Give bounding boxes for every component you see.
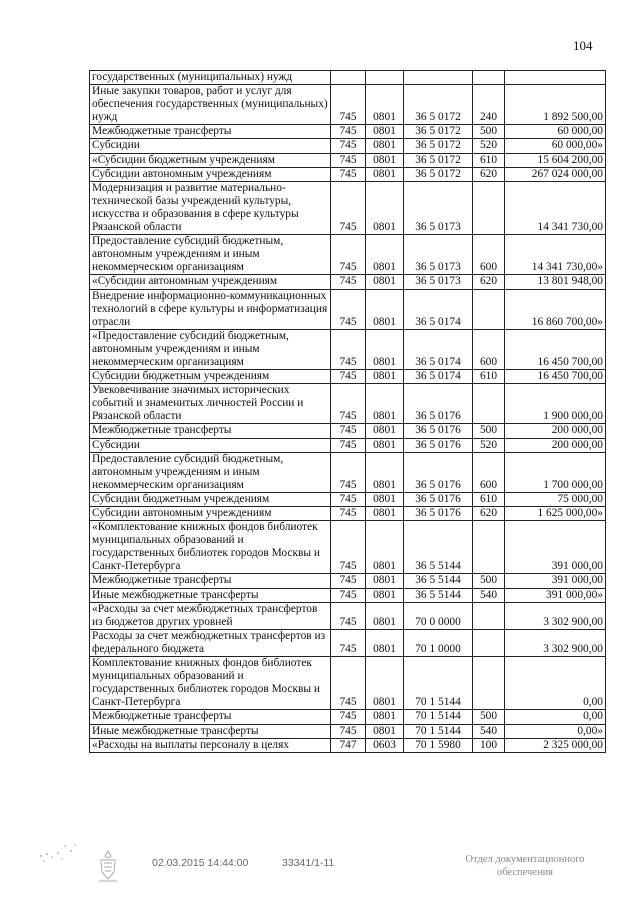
cell-target-code: 36 5 0176 [404,384,473,424]
cell-ministry-code [331,71,366,85]
cell-expense-kind: 520 [473,438,505,452]
cell-amount: 14 341 730,00» [505,235,606,275]
cell-ministry-code: 745 [331,329,366,369]
cell-section-code: 0801 [366,507,404,521]
cell-expense-name: Расходы за счет межбюджетных трансфертов из федерального бюджета [90,629,331,656]
table-row [90,85,606,125]
cell-ministry-code: 745 [331,181,366,234]
cell-section-code: 0801 [366,710,404,724]
cell-amount: 1 700 000,00 [505,452,606,492]
cell-amount: 60 000,00» [505,139,606,153]
cell-section-code: 0801 [366,492,404,506]
cell-expense-kind: 520 [473,139,505,153]
cell-expense-name: Субсидии автономным учреждениям [90,507,331,521]
cell-amount: 15 604 200,00 [505,153,606,167]
scanner-marks [38,842,78,864]
table-row [90,438,606,452]
cell-expense-name: Межбюджетные трансферты [90,574,331,588]
cell-ministry-code: 745 [331,521,366,574]
cell-ministry-code: 745 [331,602,366,629]
cell-section-code: 0801 [366,438,404,452]
cell-section-code: 0801 [366,452,404,492]
table-row [90,492,606,506]
cell-expense-kind [473,521,505,574]
cell-amount: 200 000,00 [505,438,606,452]
table-row [90,710,606,724]
cell-expense-kind [473,629,505,656]
table-row [90,153,606,167]
cell-section-code: 0801 [366,724,404,738]
footer-timestamp: 02.03.2015 14:44:00 [152,857,249,869]
cell-target-code: 36 5 0176 [404,438,473,452]
table-row [90,181,606,234]
cell-target-code: 36 5 0174 [404,329,473,369]
coat-of-arms-icon [96,848,120,884]
cell-amount: 267 024 000,00 [505,167,606,181]
cell-expense-kind: 500 [473,710,505,724]
table-row [90,452,606,492]
cell-amount [505,71,606,85]
table-row [90,235,606,275]
cell-ministry-code: 745 [331,153,366,167]
table-row [90,629,606,656]
cell-section-code: 0801 [366,275,404,289]
cell-target-code: 70 1 5144 [404,724,473,738]
cell-amount: 391 000,00 [505,521,606,574]
table-row [90,167,606,181]
page-number: 104 [573,38,593,53]
cell-section-code: 0801 [366,85,404,125]
cell-target-code: 36 5 0173 [404,181,473,234]
footer-dept-line2: обеспечения [496,867,554,878]
cell-expense-name: Субсидии [90,438,331,452]
table-row [90,574,606,588]
cell-target-code: 70 0 0000 [404,602,473,629]
cell-expense-name: «Расходы на выплаты персоналу в целях [90,738,331,752]
cell-amount: 60 000,00 [505,125,606,139]
cell-expense-kind [473,384,505,424]
cell-section-code: 0801 [366,125,404,139]
cell-expense-kind: 500 [473,574,505,588]
cell-expense-kind: 620 [473,167,505,181]
cell-expense-kind: 600 [473,452,505,492]
cell-expense-name: «Предоставление субсидий бюджетным, автономным учреждениям и иным некоммерческим организациям [90,329,331,369]
cell-ministry-code: 745 [331,275,366,289]
cell-target-code: 36 5 0176 [404,452,473,492]
budget-table [89,70,606,753]
cell-ministry-code: 745 [331,384,366,424]
cell-expense-kind: 610 [473,492,505,506]
table-row [90,384,606,424]
cell-expense-kind: 620 [473,275,505,289]
cell-expense-name: Межбюджетные трансферты [90,125,331,139]
cell-expense-name: Внедрение информационно-коммуникационных технологий в сфере культуры и информатизация отрасли [90,289,331,329]
cell-expense-kind [473,289,505,329]
cell-expense-kind [473,181,505,234]
cell-section-code: 0801 [366,424,404,438]
cell-target-code: 70 1 5144 [404,657,473,710]
cell-expense-name: Иные закупки товаров, работ и услуг для обеспечения государственных (муниципальных) нужд [90,85,331,125]
cell-target-code: 36 5 0176 [404,492,473,506]
cell-expense-name: Модернизация и развитие материально-технической базы учреждений культуры, искусства и образования в сфере культуры Рязанской области [90,181,331,234]
cell-section-code: 0801 [366,657,404,710]
cell-amount: 14 341 730,00 [505,181,606,234]
cell-target-code: 70 1 5144 [404,710,473,724]
cell-expense-name: «Комплектование книжных фондов библиотек муниципальных образований и государственных библиотек городов Москвы и Санкт-Петербурга [90,521,331,574]
cell-expense-kind: 100 [473,738,505,752]
cell-target-code: 36 5 0174 [404,370,473,384]
cell-expense-name: Увековечивание значимых исторических событий и знаменитых личностей России и Рязанской области [90,384,331,424]
table-row [90,521,606,574]
cell-ministry-code: 745 [331,167,366,181]
cell-section-code [366,71,404,85]
table-row [90,370,606,384]
cell-amount: 16 450 700,00 [505,370,606,384]
cell-expense-kind: 610 [473,153,505,167]
table-row [90,329,606,369]
table-row [90,289,606,329]
budget-table-body [90,71,606,753]
cell-section-code: 0801 [366,289,404,329]
cell-ministry-code: 745 [331,289,366,329]
cell-amount: 16 450 700,00 [505,329,606,369]
cell-target-code: 70 1 0000 [404,629,473,656]
cell-target-code: 36 5 0174 [404,289,473,329]
cell-ministry-code: 745 [331,235,366,275]
cell-section-code: 0801 [366,629,404,656]
cell-target-code: 36 5 0176 [404,507,473,521]
cell-ministry-code: 745 [331,492,366,506]
cell-expense-kind: 500 [473,424,505,438]
cell-amount: 3 302 900,00 [505,602,606,629]
cell-amount: 75 000,00 [505,492,606,506]
cell-ministry-code: 745 [331,452,366,492]
cell-section-code: 0801 [366,521,404,574]
cell-amount: 200 000,00 [505,424,606,438]
cell-ministry-code: 745 [331,85,366,125]
cell-section-code: 0801 [366,588,404,602]
cell-target-code: 36 5 0172 [404,167,473,181]
cell-ministry-code: 745 [331,125,366,139]
cell-ministry-code: 747 [331,738,366,752]
cell-target-code: 36 5 0172 [404,125,473,139]
table-row [90,507,606,521]
cell-amount: 16 860 700,00» [505,289,606,329]
cell-expense-kind: 240 [473,85,505,125]
cell-amount: 1 625 000,00» [505,507,606,521]
cell-amount: 1 900 000,00 [505,384,606,424]
table-row [90,588,606,602]
cell-expense-kind: 600 [473,329,505,369]
cell-ministry-code: 745 [331,574,366,588]
cell-expense-name: Субсидии автономным учреждениям [90,167,331,181]
cell-expense-name: Комплектование книжных фондов библиотек муниципальных образований и государственных библиотек городов Москвы и Санкт-Петербурга [90,657,331,710]
cell-target-code: 36 5 0176 [404,424,473,438]
cell-ministry-code: 745 [331,724,366,738]
cell-ministry-code: 745 [331,657,366,710]
cell-target-code: 36 5 0172 [404,85,473,125]
table-row [90,424,606,438]
cell-section-code: 0801 [366,384,404,424]
cell-section-code: 0801 [366,153,404,167]
table-row [90,724,606,738]
cell-section-code: 0801 [366,139,404,153]
cell-target-code: 36 5 5144 [404,521,473,574]
cell-ministry-code: 745 [331,424,366,438]
cell-section-code: 0603 [366,738,404,752]
cell-section-code: 0801 [366,329,404,369]
cell-target-code: 70 1 5980 [404,738,473,752]
cell-ministry-code: 745 [331,139,366,153]
cell-expense-name: Межбюджетные трансферты [90,710,331,724]
footer-department-stamp [430,853,620,879]
cell-amount: 0,00 [505,657,606,710]
cell-amount: 0,00 [505,710,606,724]
cell-expense-name: Субсидии бюджетным учреждениям [90,370,331,384]
cell-section-code: 0801 [366,167,404,181]
cell-amount: 2 325 000,00 [505,738,606,752]
cell-target-code: 36 5 0172 [404,153,473,167]
cell-expense-kind: 600 [473,235,505,275]
cell-expense-kind: 610 [473,370,505,384]
cell-section-code: 0801 [366,574,404,588]
cell-section-code: 0801 [366,181,404,234]
cell-ministry-code: 745 [331,370,366,384]
table-row [90,657,606,710]
cell-expense-name: «Расходы за счет межбюджетных трансфертов из бюджетов других уровней [90,602,331,629]
cell-ministry-code: 745 [331,629,366,656]
cell-amount: 13 801 948,00 [505,275,606,289]
cell-expense-name: Предоставление субсидий бюджетным, автономным учреждениям и иным некоммерческим организациям [90,235,331,275]
footer-doc-code: 33341/1-11 [282,857,335,869]
cell-section-code: 0801 [366,370,404,384]
cell-expense-kind [473,602,505,629]
cell-expense-name: Субсидии бюджетным учреждениям [90,492,331,506]
cell-target-code: 36 5 0172 [404,139,473,153]
cell-amount: 391 000,00 [505,574,606,588]
cell-ministry-code: 745 [331,710,366,724]
cell-expense-name: Межбюджетные трансферты [90,424,331,438]
cell-target-code: 36 5 0173 [404,235,473,275]
cell-ministry-code: 745 [331,588,366,602]
cell-expense-name: Иные межбюджетные трансферты [90,588,331,602]
cell-target-code: 36 5 5144 [404,574,473,588]
footer-dept-line1: Отдел документационного [465,854,585,865]
table-row [90,275,606,289]
cell-section-code: 0801 [366,235,404,275]
cell-amount: 3 302 900,00 [505,629,606,656]
cell-expense-name: Иные межбюджетные трансферты [90,724,331,738]
table-row [90,602,606,629]
cell-target-code: 36 5 5144 [404,588,473,602]
cell-expense-name: «Субсидии автономным учреждениям [90,275,331,289]
cell-amount: 391 000,00» [505,588,606,602]
cell-expense-kind: 620 [473,507,505,521]
cell-section-code: 0801 [366,602,404,629]
cell-expense-name: «Субсидии бюджетным учреждениям [90,153,331,167]
cell-expense-kind [473,657,505,710]
cell-expense-kind: 540 [473,724,505,738]
cell-amount: 1 892 500,00 [505,85,606,125]
cell-target-code [404,71,473,85]
cell-expense-kind [473,71,505,85]
cell-ministry-code: 745 [331,438,366,452]
table-row [90,71,606,85]
cell-ministry-code: 745 [331,507,366,521]
cell-expense-name: Субсидии [90,139,331,153]
table-row [90,139,606,153]
cell-target-code: 36 5 0173 [404,275,473,289]
table-row [90,125,606,139]
cell-expense-kind: 500 [473,125,505,139]
cell-amount: 0,00» [505,724,606,738]
cell-expense-name: государственных (муниципальных) нужд [90,71,331,85]
table-row [90,738,606,752]
cell-expense-kind: 540 [473,588,505,602]
cell-expense-name: Предоставление субсидий бюджетным, автономным учреждениям и иным некоммерческим организациям [90,452,331,492]
